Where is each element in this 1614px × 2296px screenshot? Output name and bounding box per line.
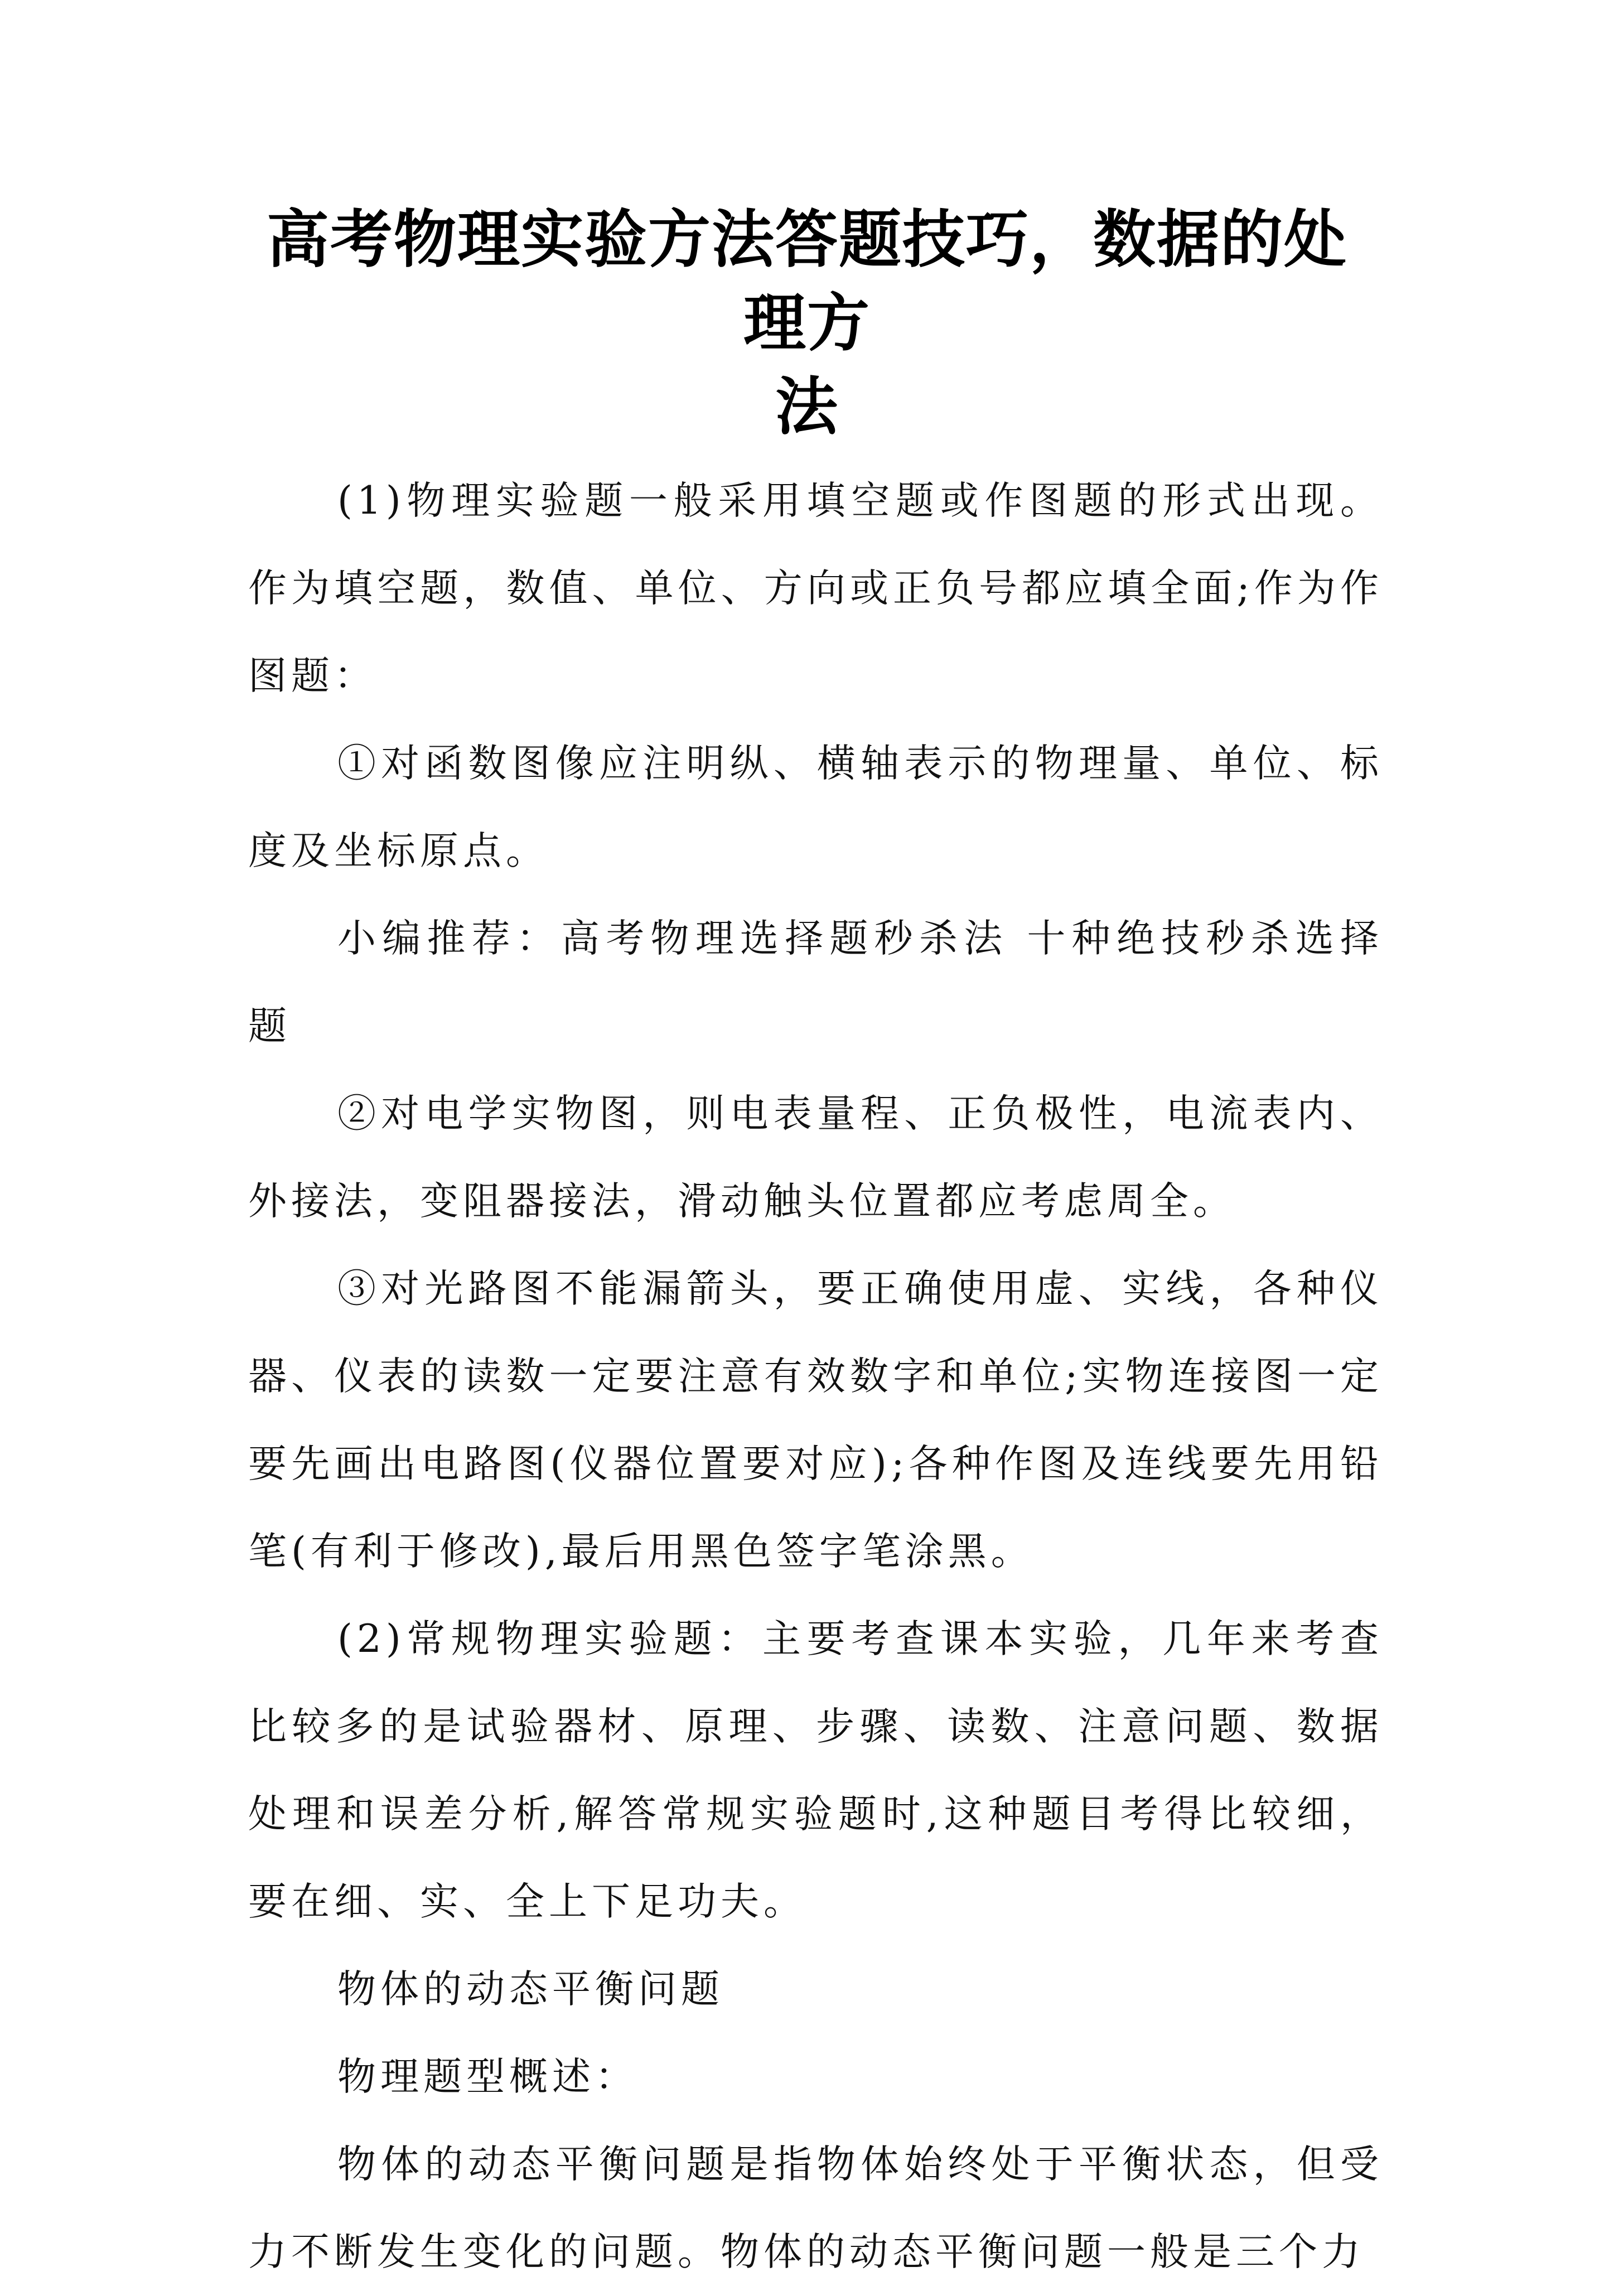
paragraph-recommendation: 小编推荐：高考物理选择题秒杀法 十种绝技秒杀选择题 <box>248 916 1383 1048</box>
paragraph-dynamic-equilibrium: 物体的动态平衡问题是指物体始终处于平衡状态，但受力不断发生变化的问题。物体的动态平衡问题一般是三个力 <box>248 2142 1383 2274</box>
paragraph-circuit-diagram: ②对电学实物图，则电表量程、正负极性，电流表内、外接法，变阻器接法，滑动触头位置都应考虑周全。 <box>248 1091 1383 1224</box>
document-body <box>248 457 1383 2296</box>
paragraph-light-path: ③对光路图不能漏箭头，要正确使用虚、实线，各种仪器、仪表的读数一定要注意有效数字和单位;实物连接图一定要先画出电路图(仪器位置要对应);各种作图及连线要先用铅笔(有利于修改),最后用黑色签字笔涂黑。 <box>248 1267 1383 1574</box>
document-title <box>240 198 1374 449</box>
paragraph-instruction-forms: (1)物理实验题一般采用填空题或作图题的形式出现。作为填空题，数值、单位、方向或正负号都应填全面;作为作图题： <box>248 478 1383 698</box>
section-subheading-overview: 物理题型概述： <box>337 2055 638 2099</box>
title-line-1: 高考物理实验方法答题技巧，数据的处理方 <box>267 203 1347 360</box>
title-line-2: 法 <box>775 370 839 443</box>
paragraph-function-graph: ①对函数图像应注明纵、横轴表示的物理量、单位、标度及坐标原点。 <box>248 741 1383 873</box>
paragraph-routine-experiments: (2)常规物理实验题：主要考查课本实验，几年来考查比较多的是试验器材、原理、步骤、读数、注意问题、数据处理和误差分析,解答常规实验题时,这种题目考得比较细，要在细、实、全上下足功夫。 <box>248 1617 1383 1924</box>
section-heading-dynamic-equilibrium: 物体的动态平衡问题 <box>337 1967 724 2012</box>
